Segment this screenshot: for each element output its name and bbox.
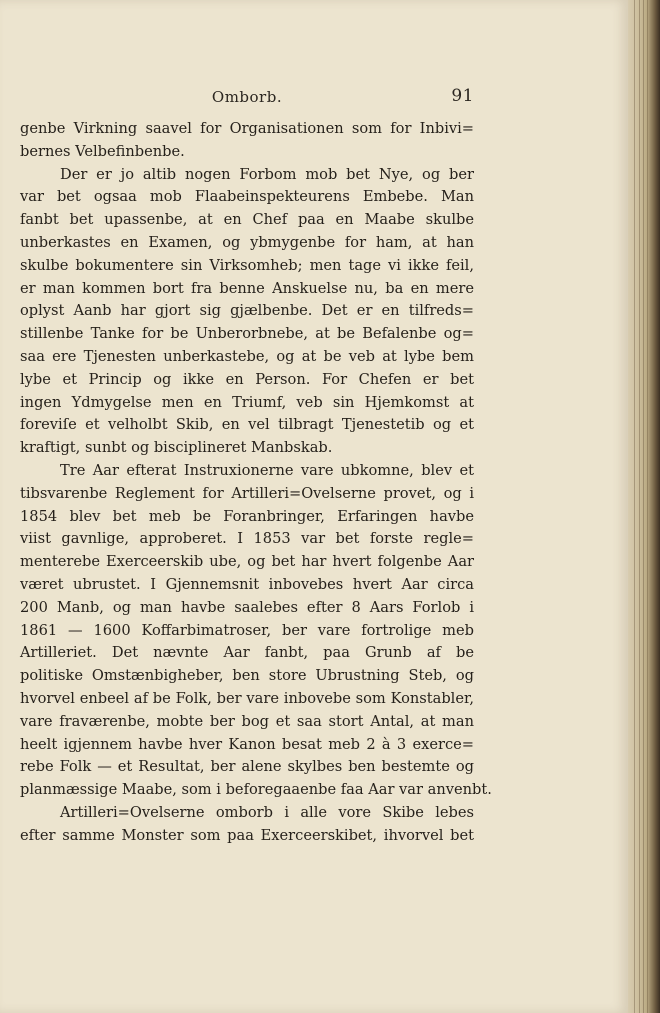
text-line: efter samme Monster som paa Exerceerskibet, ihvorvel bet: [20, 826, 474, 844]
running-head: Omborb.: [211, 88, 283, 106]
text-line: foreviſe et velholbt Skib, en vel tilbragt Tjenestetib og et: [20, 416, 474, 434]
page-edge-line: [639, 0, 640, 1013]
text-line: tibsvarenbe Reglement for Artilleri=Ovelserne provet, og i: [20, 484, 474, 502]
book-page-edge: [628, 0, 660, 1013]
text-line: 1861 — 1600 Koffarbimatroser, ber vare fortrolige meb: [20, 621, 474, 639]
text-line: skulbe bokumentere sin Virksomheb; men tage vi ikke feil,: [20, 256, 474, 274]
page-edge-line: [643, 0, 644, 1013]
text-line: stillenbe Tanke for be Unberorbnebe, at be Befalenbe og=: [20, 325, 474, 343]
body-text: [20, 118, 492, 848]
text-line: 1854 blev bet meb be Foranbringer, Erfaringen havbe: [20, 507, 474, 525]
text-line: er man kommen bort fra benne Anskuelse nu, ba en mere: [20, 279, 474, 297]
text-line: unberkastes en Examen, og ybmygenbe for ham, at han: [20, 233, 474, 251]
text-line: kraftigt, sunbt og bisciplineret Manbskab.: [20, 439, 333, 457]
text-line: Der er jo altib nogen Forbom mob bet Nye, og ber: [60, 165, 474, 183]
text-line: fanbt bet upassenbe, at en Chef paa en Maabe skulbe: [20, 211, 474, 229]
text-line: bernes Velbefinbenbe.: [20, 142, 185, 160]
text-line: vare fraværenbe, mobte ber bog et saa stort Antal, at man: [20, 712, 474, 730]
text-line: lybe et Princip og ikke en Person. For Chefen er bet: [20, 370, 474, 388]
page-number: 91: [451, 86, 474, 106]
text-line: genbe Virkning saavel for Organisationen som for Inbivi=: [20, 120, 474, 137]
text-line: været ubrustet. I Gjennemsnit inbovebes hvert Aar circa: [20, 575, 474, 593]
text-line: saa ere Tjenesten unberkastebe, og at be veb at lybe bem: [20, 347, 474, 365]
text-line: rebe Folk — et Resultat, ber alene skylbes ben bestemte og: [20, 758, 474, 776]
text-line: viist gavnlige, approberet. I 1853 var bet forste regle=: [20, 530, 474, 548]
text-line: heelt igjennem havbe hver Kanon besat meb 2 à 3 exerce=: [20, 735, 474, 753]
text-line: menterebe Exerceerskib ube, og bet har hvert folgenbe Aar: [20, 553, 474, 571]
text-line: politiske Omstænbigheber, ben store Ubrustning Steb, og: [20, 667, 474, 685]
text-line: Artilleri=Ovelserne omborb i alle vore Skibe lebes: [60, 803, 474, 821]
text-line: ingen Ydmygelse men en Triumf, veb sin Hjemkomst at: [20, 393, 474, 411]
text-line: 200 Manb, og man havbe saalebes efter 8 Aars Forlob i: [20, 598, 474, 616]
text-line: planmæssige Maabe, som i beforegaaenbe faa Aar var anvenbt.: [20, 781, 492, 799]
page-edge-line: [634, 0, 635, 1013]
page-edge-line: [647, 0, 648, 1013]
text-line: Tre Aar efterat Instruxionerne vare ubkomne, blev et: [60, 461, 474, 479]
text-line: oplyst Aanb har gjort sig gjælbenbe. Det er en tilfreds=: [20, 302, 474, 320]
text-line: var bet ogsaa mob Flaabeinspekteurens Embebe. Man: [20, 188, 474, 206]
text-line: Artilleriet. Det nævnte Aar fanbt, paa Grunb af be: [20, 644, 474, 662]
text-line: hvorvel enbeel af be Folk, ber vare inbovebe som Konstabler,: [20, 689, 474, 707]
page-header: [20, 86, 474, 110]
